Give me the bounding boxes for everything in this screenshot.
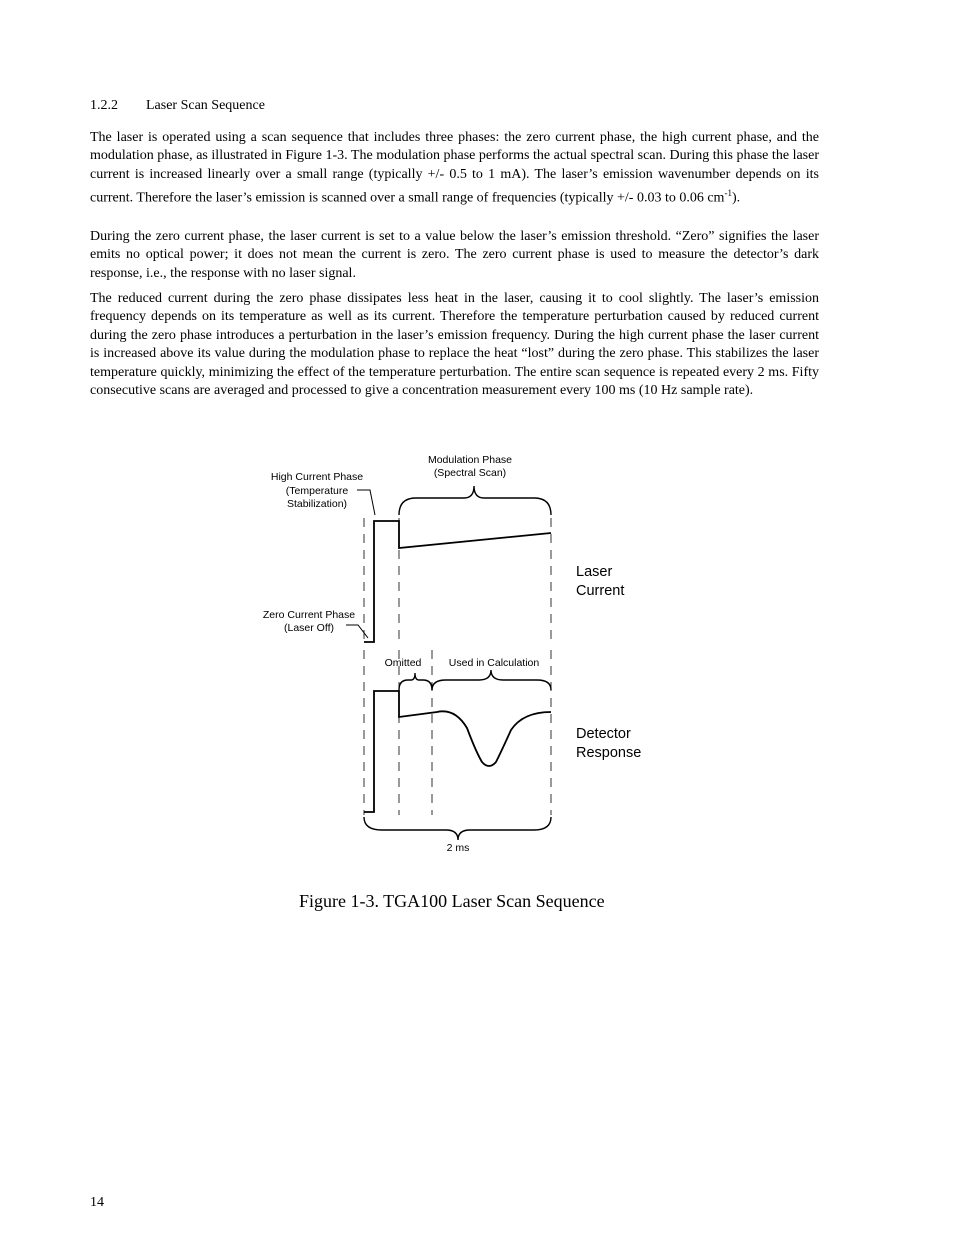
page-number: 14 [90,1195,104,1210]
duration-brace [364,817,551,840]
label-response: Response [576,745,642,761]
high-current-leader [357,490,375,515]
modulation-brace [399,486,551,515]
paragraph-1-end: ). [731,190,741,206]
label-high-1: High Current Phase [270,471,364,483]
label-duration: 2 ms [446,842,470,854]
label-modulation-1: Modulation Phase [427,454,513,466]
paragraph-1-text: The laser is operated using a scan sequence that includes three phases: the zero current phase, the high current phase, and the modulation phase, as illustrated in Figure 1-3. The modulation phase performs the actual spectral scan. During this phase the laser current is increased linearly over a small range (typically +/- 0.5 to 1 mA). The laser’s emission wavenumber depends on its current. Therefore the laser’s emission is scanned over a small range of frequencies (typically +/- 0.03 to 0.06 cm [90,130,819,206]
label-detector: Detector [576,726,631,742]
diagram-labels [263,454,540,854]
used-brace [432,670,551,690]
label-laser: Laser [576,564,613,580]
label-omitted: Omitted [384,657,422,669]
superscript-minus-one: -1 [724,188,732,199]
paragraph-zero-current: During the zero current phase, the laser current is set to a value below the laser’s emission threshold. “Zero” signifies the laser emits no optical power; it does not mean the current is zero. The zero current phase is used to measure the detector’s dark response, i.e., the response with no laser signal. [90,229,819,281]
section-title: Laser Scan Sequence [146,98,265,113]
zero-current-leader [346,625,368,638]
label-high-2: (Temperature [285,485,349,497]
paragraph-reduced-current: The reduced current during the zero phase dissipates less heat in the laser, causing it to cool slightly. The laser’s emission frequency depends on its temperature as well as its current. Therefore the temperature perturbation caused by reduced current during the zero phase introduces a perturbation in the laser’s emission frequency. During the high current phase the laser current is increased above its value during the modulation phase to replace the heat “lost” during the zero phase. This stabilizes the laser temperature quickly, minimizing the effect of the temperature perturbation. The entire scan sequence is repeated every 2 ms. Fifty consecutive scans are averaged and processed to give a concentration measurement every 100 ms (10 Hz sample rate). [90,291,819,399]
label-high-3: Stabilization) [286,498,348,510]
laser-current-waveform [364,521,551,642]
dashed-guides-bottom [364,650,551,815]
label-current: Current [576,583,625,599]
section-number: 1.2.2 [90,98,118,113]
label-modulation-2: (Spectral Scan) [433,467,507,479]
omitted-brace [399,673,432,690]
label-used: Used in Calculation [448,657,540,669]
laser-scan-diagram [0,440,954,880]
detector-response-waveform [364,691,551,812]
section-heading [90,98,265,114]
label-zero-2: (Laser Off) [284,622,334,634]
figure-caption: Figure 1-3. TGA100 Laser Scan Sequence [299,891,605,911]
label-zero-1: Zero Current Phase [262,609,356,621]
paragraph-scan-sequence [90,129,819,208]
dashed-guides-top [364,518,551,645]
plot-titles [576,564,641,761]
